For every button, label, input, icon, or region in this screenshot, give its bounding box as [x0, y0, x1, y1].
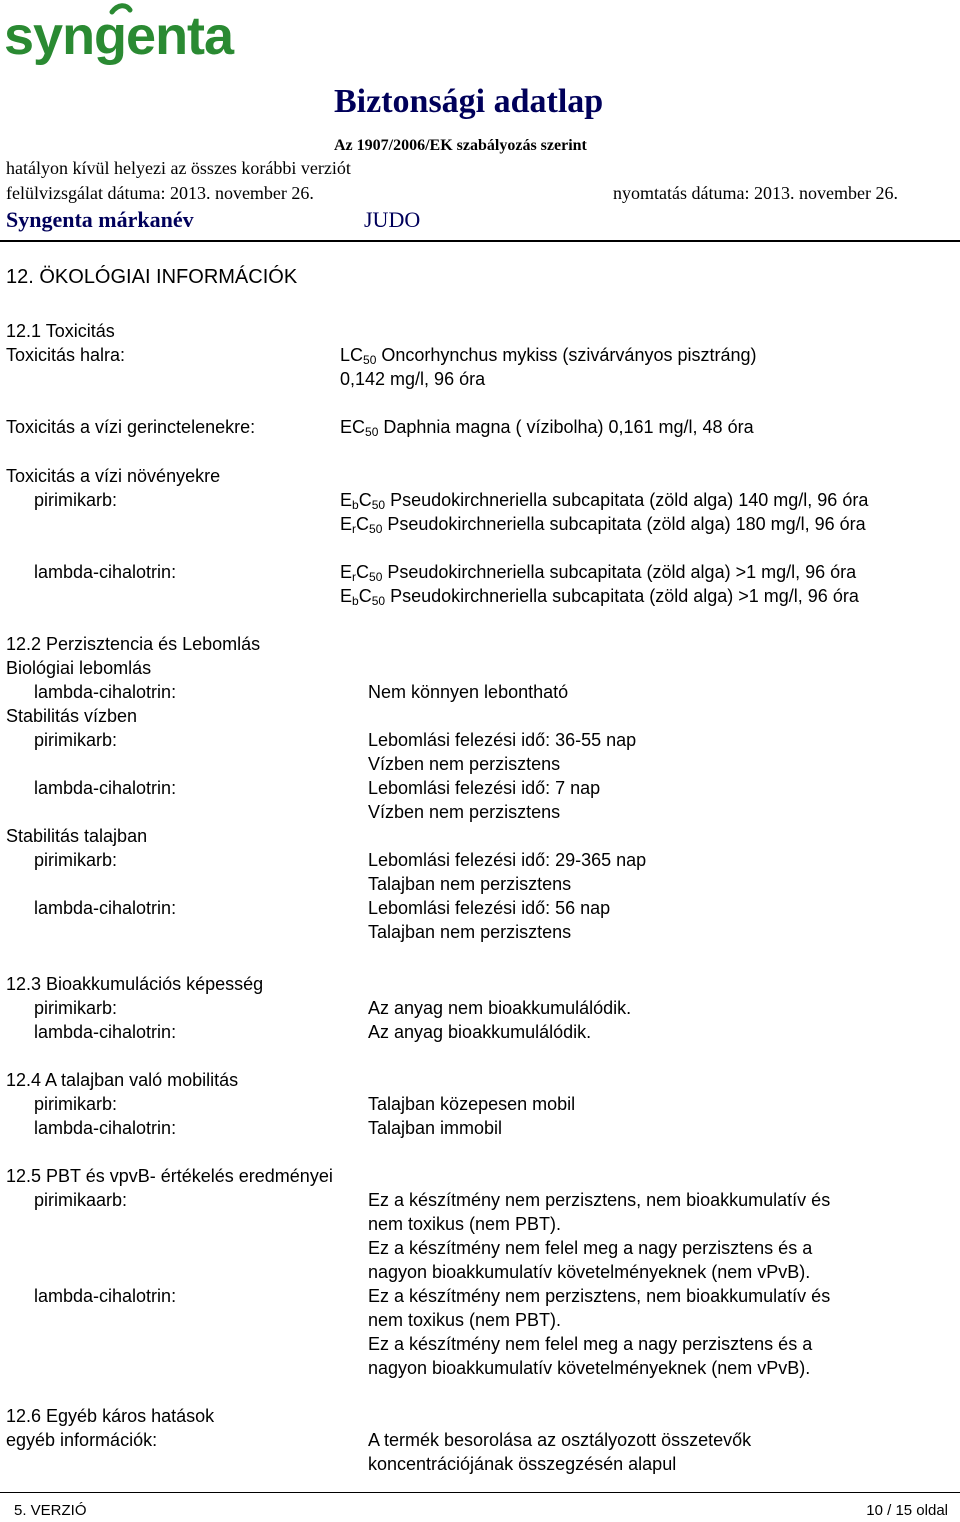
pbt-pirimikarb-value-4: nagyon bioakkumulatív követelményeknek (nem vPvB).: [368, 1262, 811, 1282]
plants-label: Toxicitás a vízi növényekre: [6, 466, 221, 486]
footer-divider: [0, 1492, 960, 1493]
section-title: 12. ÖKOLÓGIAI INFORMÁCIÓK: [6, 266, 298, 288]
water-lambda-label: lambda-cihalotrin:: [34, 778, 177, 798]
other-info-label: egyéb információk:: [6, 1430, 158, 1450]
pbt-lambda-value-3: Ez a készítmény nem felel meg a nagy perzisztens és a: [368, 1334, 813, 1354]
soil-lambda-value-2: Talajban nem perzisztens: [368, 922, 572, 942]
bio-lambda-label: lambda-cihalotrin:: [34, 682, 177, 702]
pbt-pirimikarb-value-1: Ez a készítmény nem perzisztens, nem bioakkumulatív és: [368, 1190, 831, 1210]
bioacc-pirimikarb-value: Az anyag nem bioakkumulálódik.: [368, 998, 632, 1018]
plants-lambda-value-2: $E_bC_{50}$ Pseudokirchneriella subcapitata (zöld alga) >1 mg/l, 96 óra: [340, 586, 859, 608]
pbt-lambda-value-1: Ez a készítmény nem perzisztens, nem bioakkumulatív és: [368, 1286, 831, 1306]
soil-pirimikarb-value-1: Lebomlási felezési idő: 29-365 nap: [368, 850, 647, 870]
mobility-lambda-label: lambda-cihalotrin:: [34, 1118, 177, 1138]
page-number: 10 / 15 oldal: [866, 1502, 948, 1519]
pbt-title: 12.5 PBT és vpvB- értékelés eredményei: [6, 1166, 333, 1186]
toxicity-title: 12.1 Toxicitás: [6, 321, 115, 341]
fish-value: $LC_{50}$ Oncorhynchus mykiss (szivárványos pisztráng): [340, 345, 757, 367]
other-effects-title: 12.6 Egyéb káros hatások: [6, 1406, 215, 1426]
regulation-note: Az 1907/2006/EK szabályozás szerint: [334, 137, 587, 154]
syngenta-logo: [4, 2, 234, 72]
soil-stability-title: Stabilitás talajban: [6, 826, 148, 846]
mobility-pirimikarb-value: Talajban közepesen mobil: [368, 1094, 576, 1114]
version-label: 5. VERZIÓ: [14, 1502, 87, 1519]
plants-pirimikarb-label: pirimikarb:: [34, 490, 118, 510]
product-name: JUDO: [364, 207, 421, 232]
mobility-lambda-value: Talajban immobil: [368, 1118, 503, 1138]
document-title: Biztonsági adatlap: [334, 83, 604, 120]
pbt-lambda-value-2: nem toxikus (nem PBT).: [368, 1310, 562, 1330]
header-divider: [0, 240, 960, 242]
pbt-lambda-value-4: nagyon bioakkumulatív követelményeknek (nem vPvB).: [368, 1358, 811, 1378]
soil-pirimikarb-label: pirimikarb:: [34, 850, 118, 870]
svg-text:syngenta: syngenta: [4, 6, 234, 66]
fish-value-cont: 0,142 mg/l, 96 óra: [340, 369, 486, 389]
soil-pirimikarb-value-2: Talajban nem perzisztens: [368, 874, 572, 894]
print-date: nyomtatás dátuma: 2013. november 26.: [613, 183, 898, 203]
revision-date: felülvizsgálat dátuma: 2013. november 26.: [6, 183, 314, 203]
water-pirimikarb-label: pirimikarb:: [34, 730, 118, 750]
plants-pirimikarb-value-2: $E_rC_{50}$ Pseudokirchneriella subcapitata (zöld alga) 180 mg/l, 96 óra: [340, 514, 866, 536]
other-info-value-2: koncentrációjának összegzésén alapul: [368, 1454, 677, 1474]
other-info-value-1: A termék besorolása az osztályozott összetevők: [368, 1430, 752, 1450]
bioacc-lambda-label: lambda-cihalotrin:: [34, 1022, 177, 1042]
pbt-pirimikarb-value-3: Ez a készítmény nem felel meg a nagy perzisztens és a: [368, 1238, 813, 1258]
bio-lambda-value: Nem könnyen lebontható: [368, 682, 569, 702]
water-lambda-value-1: Lebomlási felezési idő: 7 nap: [368, 778, 601, 798]
pbt-pirimikarb-label: pirimikaarb:: [34, 1190, 128, 1210]
water-pirimikarb-value-2: Vízben nem perzisztens: [368, 754, 561, 774]
water-pirimikarb-value-1: Lebomlási felezési idő: 36-55 nap: [368, 730, 637, 750]
mobility-title: 12.4 A talajban való mobilitás: [6, 1070, 239, 1090]
brand-label: Syngenta márkanév: [6, 207, 194, 232]
plants-lambda-label: lambda-cihalotrin:: [34, 562, 177, 582]
water-stability-title: Stabilitás vízben: [6, 706, 138, 726]
invertebrate-value: $EC_{50}$ Daphnia magna ( vízibolha) 0,161 mg/l, 48 óra: [340, 417, 754, 439]
water-lambda-value-2: Vízben nem perzisztens: [368, 802, 561, 822]
plants-lambda-value-1: $E_rC_{50}$ Pseudokirchneriella subcapitata (zöld alga) >1 mg/l, 96 óra: [340, 562, 857, 584]
biodegradation-title: Biológiai lebomlás: [6, 658, 152, 678]
invertebrate-label: Toxicitás a vízi gerinctelenekre:: [6, 417, 256, 437]
plants-pirimikarb-value-1: $E_bC_{50}$ Pseudokirchneriella subcapitata (zöld alga) 140 mg/l, 96 óra: [340, 490, 869, 512]
supersedes-note: hatályon kívül helyezi az összes korábbi verziót: [6, 158, 351, 178]
pbt-lambda-label: lambda-cihalotrin:: [34, 1286, 177, 1306]
bioacc-lambda-value: Az anyag bioakkumulálódik.: [368, 1022, 592, 1042]
pbt-pirimikarb-value-2: nem toxikus (nem PBT).: [368, 1214, 562, 1234]
persistence-title: 12.2 Perzisztencia és Lebomlás: [6, 634, 261, 654]
bioacc-pirimikarb-label: pirimikarb:: [34, 998, 118, 1018]
mobility-pirimikarb-label: pirimikarb:: [34, 1094, 118, 1114]
soil-lambda-value-1: Lebomlási felezési idő: 56 nap: [368, 898, 611, 918]
fish-label: Toxicitás halra:: [6, 345, 126, 365]
soil-lambda-label: lambda-cihalotrin:: [34, 898, 177, 918]
bioaccumulation-title: 12.3 Bioakkumulációs képesség: [6, 974, 264, 994]
